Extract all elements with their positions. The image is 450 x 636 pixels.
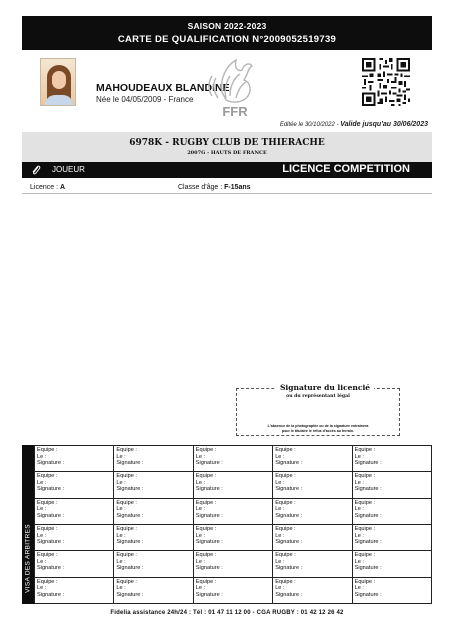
visa-cell-line: Equipe : <box>195 499 217 506</box>
referee-visa-label: VISA DES ARBITRES <box>22 445 34 604</box>
visa-cell-line: Equipe : <box>37 578 58 585</box>
visa-cell-line: Le : <box>195 453 206 460</box>
visa-cell[interactable] <box>194 551 273 577</box>
visa-cell-line: Equipe : <box>275 526 296 532</box>
logo-text: FFR <box>222 104 248 119</box>
visa-cell[interactable] <box>353 446 432 472</box>
header-band <box>22 16 432 50</box>
visa-cell-line: Le : <box>354 585 364 592</box>
visa-cell-line: Signature : <box>116 591 144 598</box>
role-band <box>22 162 432 178</box>
role-label: JOUEUR <box>52 165 85 174</box>
visa-cell-line: Le : <box>275 453 285 460</box>
visa-cell[interactable] <box>114 551 193 577</box>
visa-cell-line: Equipe : <box>37 526 58 532</box>
visa-cell[interactable] <box>194 499 273 525</box>
referee-visa-grid <box>34 445 432 604</box>
visa-cell-line: Equipe : <box>275 578 296 585</box>
visa-cell[interactable] <box>114 472 193 498</box>
holder-photo <box>40 58 76 106</box>
visa-cell[interactable] <box>35 472 114 498</box>
visa-cell-line: Equipe : <box>275 499 296 506</box>
visa-cell-line: Le : <box>195 585 206 592</box>
visa-cell-line: Signature : <box>275 591 303 598</box>
visa-cell-line: Equipe : <box>195 526 217 532</box>
visa-cell-line: Le : <box>275 479 285 486</box>
visa-cell-line: Signature : <box>195 591 223 598</box>
visa-cell[interactable] <box>353 472 432 498</box>
signature-title: Signature du licencié <box>276 383 374 392</box>
visa-cell[interactable] <box>273 499 352 525</box>
visa-cell-line: Le : <box>37 585 47 592</box>
visa-cell-line: Le : <box>116 532 126 539</box>
visa-cell-line: Signature : <box>275 460 303 466</box>
visa-cell-line: Equipe : <box>354 499 376 506</box>
visa-cell-line: Equipe : <box>354 526 376 532</box>
visa-cell[interactable] <box>114 525 193 551</box>
visa-cell[interactable] <box>35 446 114 472</box>
visa-cell-line: Le : <box>354 532 364 539</box>
visa-cell[interactable] <box>353 578 432 604</box>
visa-cell-line: Signature : <box>354 486 382 493</box>
visa-cell-line: Signature : <box>275 512 303 519</box>
visa-cell-line: Signature : <box>195 460 223 466</box>
visa-cell[interactable] <box>35 525 114 551</box>
visa-cell-line: Le : <box>354 453 364 460</box>
visa-cell-line: Signature : <box>116 512 144 519</box>
visa-cell-line: Signature : <box>354 591 382 598</box>
visa-cell-line: Equipe : <box>354 578 376 585</box>
visa-cell-line: Equipe : <box>354 447 376 453</box>
visa-cell-line: Le : <box>37 479 47 486</box>
visa-cell-line: Equipe : <box>116 552 137 559</box>
visa-cell-line: Le : <box>275 558 285 565</box>
visa-cell-line: Equipe : <box>37 499 58 506</box>
club-region: 2007G - HAUTS DE FRANCE <box>187 150 267 156</box>
age-class-field <box>178 184 251 191</box>
visa-cell-line: Signature : <box>195 565 223 572</box>
visa-cell-line: Equipe : <box>275 552 296 559</box>
visa-cell[interactable] <box>194 525 273 551</box>
visa-cell[interactable] <box>114 499 193 525</box>
visa-cell-line: Le : <box>195 479 206 486</box>
visa-cell-line: Le : <box>195 558 206 565</box>
visa-cell[interactable] <box>273 578 352 604</box>
rooster-logo-icon <box>200 52 270 122</box>
validity-date: Valide jusqu'au 30/06/2023 <box>340 121 428 128</box>
visa-cell[interactable] <box>114 446 193 472</box>
visa-cell[interactable] <box>194 578 273 604</box>
visa-cell[interactable] <box>353 499 432 525</box>
visa-cell-line: Signature : <box>275 565 303 572</box>
divider <box>22 193 432 194</box>
visa-cell-line: Equipe : <box>275 447 296 453</box>
signature-note: L'absence de la photographie ou de la signature entraînera pour le titulaire le refus d'accès au terrain. <box>267 424 369 433</box>
holder-name: MAHOUDEAUX BLANDINE <box>96 82 230 94</box>
holder-birth: Née le 04/05/2009 - France <box>96 95 194 104</box>
visa-cell-line: Signature : <box>354 539 382 545</box>
visa-cell-line: Le : <box>116 506 126 513</box>
club-band <box>22 132 432 162</box>
visa-cell-line: Le : <box>275 585 285 592</box>
edition-line <box>280 121 428 128</box>
visa-cell-line: Le : <box>275 532 285 539</box>
visa-cell-line: Le : <box>116 585 126 592</box>
visa-cell-line: Le : <box>116 558 126 565</box>
visa-cell-line: Equipe : <box>116 447 137 453</box>
visa-cell-line: Signature : <box>37 460 65 466</box>
visa-cell-line: Signature : <box>354 460 382 466</box>
licence-label: Licence : <box>30 184 60 191</box>
visa-cell-line: Le : <box>195 506 206 513</box>
visa-cell-line: Le : <box>116 453 126 460</box>
age-class-value: F-15ans <box>224 184 251 191</box>
visa-cell[interactable] <box>194 472 273 498</box>
club-name: 6978K - RUGBY CLUB DE THIERACHE <box>129 138 325 148</box>
visa-cell-line: Signature : <box>116 565 144 572</box>
visa-cell-line: Signature : <box>195 512 223 519</box>
visa-cell-line: Signature : <box>37 539 65 545</box>
visa-cell-line: Equipe : <box>354 473 376 480</box>
visa-cell-line: Signature : <box>116 460 144 466</box>
visa-cell-line: Equipe : <box>116 526 137 532</box>
visa-cell-line: Le : <box>275 506 285 513</box>
visa-cell[interactable] <box>35 551 114 577</box>
visa-cell-line: Equipe : <box>37 447 58 453</box>
visa-cell-line: Signature : <box>195 539 223 545</box>
visa-cell-line: Le : <box>37 532 47 539</box>
visa-cell-line: Le : <box>195 532 206 539</box>
visa-cell-line: Equipe : <box>195 473 217 480</box>
visa-cell-line: Signature : <box>37 591 65 598</box>
visa-cell-line: Signature : <box>37 512 65 519</box>
assistance-footer: Fidelia assistance 24h/24 : Tél : 01 47 11 12 00 - CGA RUGBY : 01 42 12 26 42 <box>110 610 344 616</box>
visa-cell[interactable] <box>273 525 352 551</box>
season-label: SAISON 2022-2023 <box>187 21 267 31</box>
licence-field <box>30 184 65 191</box>
visa-cell[interactable] <box>194 446 273 472</box>
licence-value: A <box>59 184 66 191</box>
visa-cell-line: Equipe : <box>37 552 58 559</box>
visa-cell-line: Le : <box>116 479 126 486</box>
visa-cell-line: Signature : <box>195 486 223 493</box>
visa-cell-line: Signature : <box>116 539 144 545</box>
visa-cell-line: Le : <box>354 479 364 486</box>
visa-cell[interactable] <box>35 499 114 525</box>
visa-cell-line: Signature : <box>37 565 65 572</box>
visa-cell-line: Equipe : <box>195 447 217 453</box>
paperclip-icon <box>30 164 42 176</box>
visa-cell-line: Equipe : <box>116 499 137 506</box>
visa-cell-line: Equipe : <box>116 473 137 480</box>
visa-cell-line: Equipe : <box>275 473 296 480</box>
visa-cell-line: Le : <box>37 453 47 460</box>
visa-cell[interactable] <box>273 472 352 498</box>
visa-cell-line: Le : <box>37 506 47 513</box>
visa-cell-line: Le : <box>37 558 47 565</box>
visa-cell-line: Equipe : <box>354 552 376 559</box>
visa-cell-line: Signature : <box>116 486 144 493</box>
visa-cell-line: Signature : <box>37 486 65 493</box>
visa-cell-line: Le : <box>354 506 364 513</box>
visa-cell-line: Equipe : <box>195 552 217 559</box>
visa-cell[interactable] <box>114 578 193 604</box>
age-class-label: Classe d'âge : <box>178 184 225 191</box>
edition-date: Editée le 30/10/2022 - <box>279 122 341 128</box>
visa-cell-line: Signature : <box>354 512 382 519</box>
visa-cell-line: Le : <box>354 558 364 565</box>
visa-cell[interactable] <box>273 551 352 577</box>
signature-subtitle: ou du représentant légal <box>286 394 350 399</box>
visa-cell[interactable] <box>353 525 432 551</box>
visa-cell-line: Signature : <box>275 539 303 545</box>
qr-code-icon <box>362 58 410 106</box>
licence-type: LICENCE COMPETITION <box>282 163 410 175</box>
visa-cell[interactable] <box>273 446 352 472</box>
visa-cell[interactable] <box>35 578 114 604</box>
visa-cell-line: Signature : <box>275 486 303 493</box>
visa-cell-line: Signature : <box>354 565 382 572</box>
card-number: CARTE DE QUALIFICATION N°2009052519739 <box>117 34 337 45</box>
visa-cell-line: Equipe : <box>37 473 58 480</box>
visa-cell-line: Equipe : <box>116 578 137 585</box>
visa-cell[interactable] <box>353 551 432 577</box>
visa-cell-line: Equipe : <box>195 578 217 585</box>
